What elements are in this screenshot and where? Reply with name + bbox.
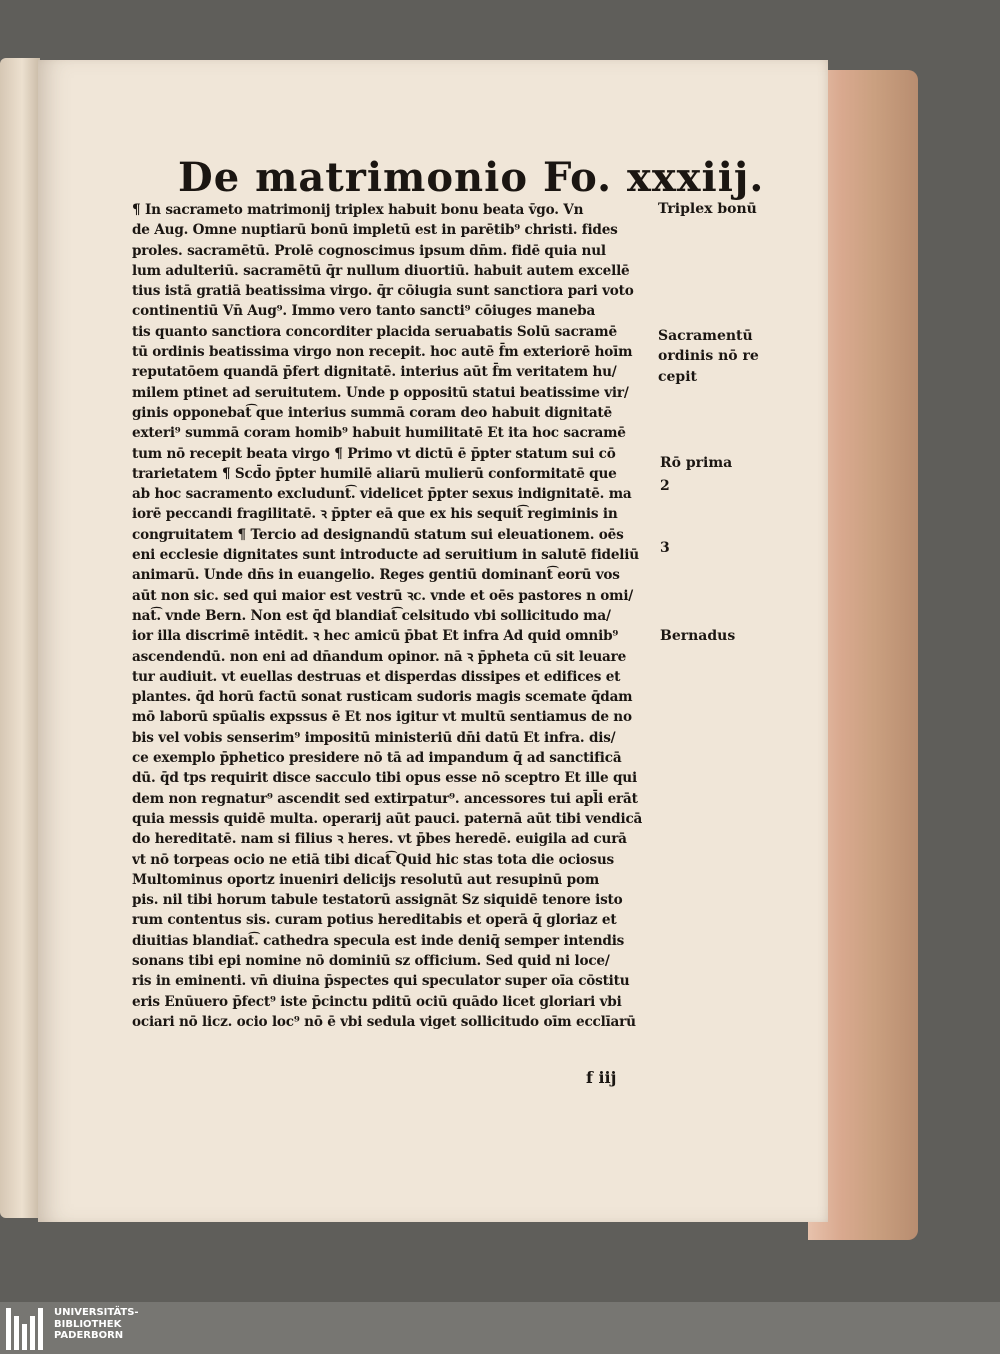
running-head: De matrimonio Fo. xxxiij. [178, 154, 765, 201]
text-line: ce exemplo p̄phetico presidere nō tā ad impandum q̄ ad sanctificā [132, 750, 622, 767]
text-line: congruitatem ¶ Tercio ad designandū statum sui eleuationem. oēs [132, 526, 624, 543]
text-line: continentiū Vn̄ Aug⁹. Immo vero tanto sancti⁹ cōiuges maneba [132, 303, 596, 320]
text-line: dū. q̄d tps requirit disce sacculo tibi opus esse nō sceptro Et ille qui [132, 770, 637, 787]
text-line: milem ptinet ad seruitutem. Unde p oppositū statui beatissime vir/ [132, 384, 629, 401]
text-line: vt nō torpeas ocio ne etiā tibi dicat͡ Quid hic stas tota die ociosus [132, 851, 614, 868]
signature-mark: f iij [586, 1068, 617, 1087]
text-line: reputatōem quandā p̄fert dignitatē. interius aūt f̄m veritatem hu/ [132, 364, 617, 381]
main-text [132, 200, 694, 1032]
marginal-note: Triplex bonū [658, 201, 757, 217]
text-line: lum adulteriū. sacramētū q̄r nullum diuortiū. habuit autem excellē [132, 262, 630, 279]
marginal-note: Rō prima [660, 455, 733, 471]
text-line: eni ecclesie dignitates sunt introducte ad seruitium in salutē fideliū [132, 547, 639, 564]
footer-bar [0, 1302, 1000, 1354]
text-line: plantes. q̄d horū factū sonat rusticam sudoris magis scemate q̄dam [132, 689, 633, 706]
marginal-note: ordinis nō re [658, 348, 759, 364]
text-line: aūt non sic. sed qui maior est vestrū ꝛc. vnde et oēs pastores n omi/ [132, 587, 634, 604]
text-line: ior illa discrimē intēdit. ꝛ hec amicū p̄bat Et infra Ad quid omnib⁹ [132, 628, 619, 645]
text-line: tum nō recepit beata virgo ¶ Primo vt dictū ē p̄pter statum sui cō [132, 445, 616, 462]
text-line: quia messis quidē multa. operarij aūt pauci. paternā aūt tibi vendicā [132, 810, 643, 827]
library-name-line: UNIVERSITÄTS- [54, 1307, 139, 1318]
text-line: tur audiuit. vt euellas destruas et disperdas dissipes et edifices et [132, 668, 621, 685]
book-page [38, 60, 828, 1222]
text-line: ris in eminenti. vn̄ diuina p̄spectes qui speculator super oīa cōstitu [132, 973, 630, 990]
text-line: ginis opponebat͡ que interius summā coram deo habuit dignitatē [132, 404, 612, 421]
text-line: eris Enūuero p̄fect⁹ iste p̄cinctu pditū ociū quādo licet gloriari vbi [132, 993, 622, 1010]
text-line: diuitias blandiat͡. cathedra specula est inde deniq̄ semper intendis [132, 932, 625, 949]
text-line: iorē peccandi fragilitatē. ꝛ p̄pter eā que ex his sequit͡ regiminis in [132, 506, 618, 523]
text-line: dem non regnatur⁹ ascendit sed extirpatur⁹. ancessores tui apl̄i erāt [132, 790, 638, 807]
marginal-note: cepit [658, 369, 698, 385]
marginal-note: Sacramentū [658, 328, 753, 344]
text-line: exteri⁹ summā coram homib⁹ habuit humilitatē Et ita hoc sacramē [132, 425, 626, 442]
text-line: mō laborū spūalis expssus ē Et nos igitur vt multū sentiamus de no [132, 709, 632, 726]
marginal-note: 2 [660, 478, 670, 494]
text-line: nat͡. vnde Bern. Non est q̄d blandiat͡ celsitudo vbi sollicitudo ma/ [132, 607, 611, 624]
text-line: bis vel vobis senserim⁹ impositū ministeriū dn̄i datū Et infra. dis/ [132, 729, 616, 746]
text-line: de Aug. Omne nuptiarū bonū impletū est in parētib⁹ christi. fides [132, 222, 618, 239]
text-line: rum contentus sis. curam potius hereditabis et operā q̄ gloriaz et [132, 912, 617, 929]
text-line: ascendendū. non eni ad dn̄andum opinor. nā ꝛ p̄pheta cū sit leuare [132, 648, 627, 665]
text-line: ¶ In sacrameto matrimonij triplex habuit bonu beata v̄go. Vn [132, 202, 584, 218]
left-page-edge [0, 58, 40, 1218]
text-line: sonans tibi epi nomine nō dominiū sz officium. Sed quid ni loce/ [132, 952, 610, 969]
text-line: ab hoc sacramento excludunt͡. videlicet p̄pter sexus indignitatē. ma [132, 486, 632, 503]
text-line: ociari nō licz. ocio loc⁹ nō ē vbi sedula viget sollicitudo oīm ecclīarū [132, 1013, 636, 1030]
library-name-line: PADERBORN [54, 1330, 124, 1341]
text-line: do hereditatē. nam si filius ꝛ heres. vt p̄bes heredē. euigila ad curā [132, 831, 627, 848]
library-logo-icon [6, 1308, 48, 1350]
marginal-note: Bernadus [660, 628, 736, 644]
text-line: animarū. Unde dn̄s in euangelio. Reges gentiū dominant͡ eorū vos [132, 567, 620, 584]
marginal-note: 3 [660, 540, 670, 556]
text-line: tius istā gratiā beatissima virgo. q̄r cōiugia sunt sanctiora pari voto [132, 283, 634, 300]
text-line: Multominus oportz inueniri delicijs resolutū aut resupinū pom [132, 871, 600, 888]
text-line: tū ordinis beatissima virgo non recepit. hoc autē f̄m exteriorē hoīm [132, 344, 633, 361]
text-line: proles. sacramētū. Prolē cognoscimus ipsum dn̄m. fidē quia nul [132, 242, 606, 259]
text-line: tis quanto sanctiora concorditer placida seruabatis Solū sacramē [132, 323, 617, 340]
library-name-line: BIBLIOTHEK [54, 1318, 122, 1330]
library-name [54, 1307, 254, 1342]
text-line: pis. nil tibi horum tabule testatorū assignāt Sz siquidē tenore isto [132, 892, 623, 909]
text-line: trarietatem ¶ Scd̄o p̄pter humilē aliarū mulierū conformitatē que [132, 465, 617, 482]
